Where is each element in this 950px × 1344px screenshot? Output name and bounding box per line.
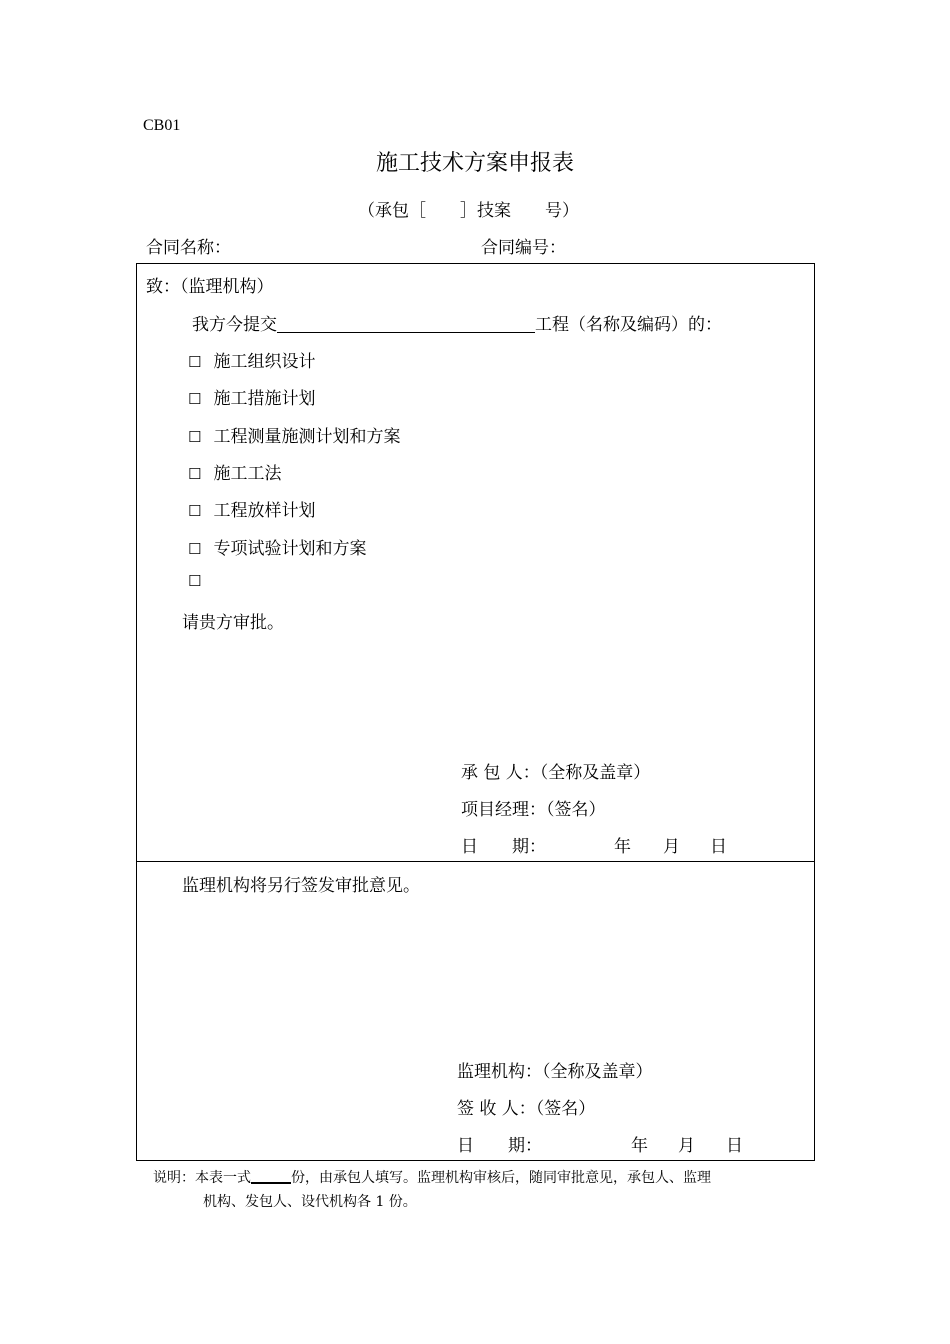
date-label-2: 日 期：	[457, 1136, 542, 1156]
day-label: 日	[710, 837, 727, 857]
year-label-2: 年	[631, 1136, 648, 1156]
checkbox-icon[interactable]: ☐	[188, 572, 202, 590]
date-label: 日 期：	[461, 837, 546, 857]
month-label-2: 月	[678, 1136, 695, 1156]
contract-name-label: 合同名称：	[146, 238, 231, 258]
footnote-prefix: 说明：本表一式	[153, 1170, 251, 1186]
page-title: 施工技术方案申报表	[375, 151, 574, 176]
checkbox-icon[interactable]: ☐	[188, 465, 202, 483]
project-name-blank[interactable]	[277, 314, 535, 333]
checkbox-icon[interactable]: ☐	[188, 390, 202, 408]
supervisor-org-label: 监理机构：（全称及盖章）	[457, 1062, 653, 1082]
addressee-label: 致：（监理机构）	[146, 277, 274, 297]
checkbox-icon[interactable]: ☐	[188, 502, 202, 520]
checkbox-icon[interactable]: ☐	[188, 540, 202, 558]
option-label: 专项试验计划和方案	[213, 539, 367, 559]
contract-no-label: 合同编号：	[481, 238, 566, 258]
footnote-line-1	[153, 1166, 813, 1190]
option-label: 工程测量施测计划和方案	[213, 427, 401, 447]
option-label: 施工工法	[213, 464, 282, 484]
option-label: 施工组织设计	[213, 352, 316, 372]
supervisor-statement: 监理机构将另行签发审批意见。	[182, 876, 420, 896]
option-special-test[interactable]	[188, 534, 366, 559]
submit-line	[192, 310, 722, 335]
checkbox-icon[interactable]: ☐	[188, 353, 202, 371]
receiver-label: 签 收 人：（签名）	[457, 1099, 596, 1119]
option-label: 施工措施计划	[213, 389, 316, 409]
option-construction-method[interactable]	[188, 459, 281, 484]
form-code: CB01	[143, 117, 181, 134]
footnote	[153, 1166, 813, 1214]
project-manager-label: 项目经理：（签名）	[461, 800, 606, 820]
submit-suffix: 工程（名称及编码）的：	[535, 315, 722, 335]
option-other[interactable]	[188, 571, 213, 591]
contractor-label: 承 包 人：（全称及盖章）	[461, 763, 651, 783]
copies-blank[interactable]	[251, 1168, 291, 1184]
approval-request: 请贵方审批。	[182, 613, 284, 633]
day-label-2: 日	[726, 1136, 743, 1156]
submit-prefix: 我方今提交	[192, 315, 277, 335]
option-layout-plan[interactable]	[188, 496, 315, 521]
option-label: 工程放样计划	[213, 501, 316, 521]
option-construction-design[interactable]	[188, 347, 315, 372]
section-divider	[136, 861, 815, 862]
month-label: 月	[663, 837, 680, 857]
footnote-line-2: 机构、发包人、设代机构各 1 份。	[203, 1194, 417, 1210]
option-survey-plan[interactable]	[188, 422, 400, 447]
form-subtitle: （承包［ ］技案 号）	[358, 201, 579, 221]
checkbox-icon[interactable]: ☐	[188, 428, 202, 446]
year-label: 年	[614, 837, 631, 857]
footnote-suffix: 份，由承包人填写。监理机构审核后，随同审批意见，承包人、监理	[291, 1170, 711, 1186]
option-measure-plan[interactable]	[188, 384, 315, 409]
